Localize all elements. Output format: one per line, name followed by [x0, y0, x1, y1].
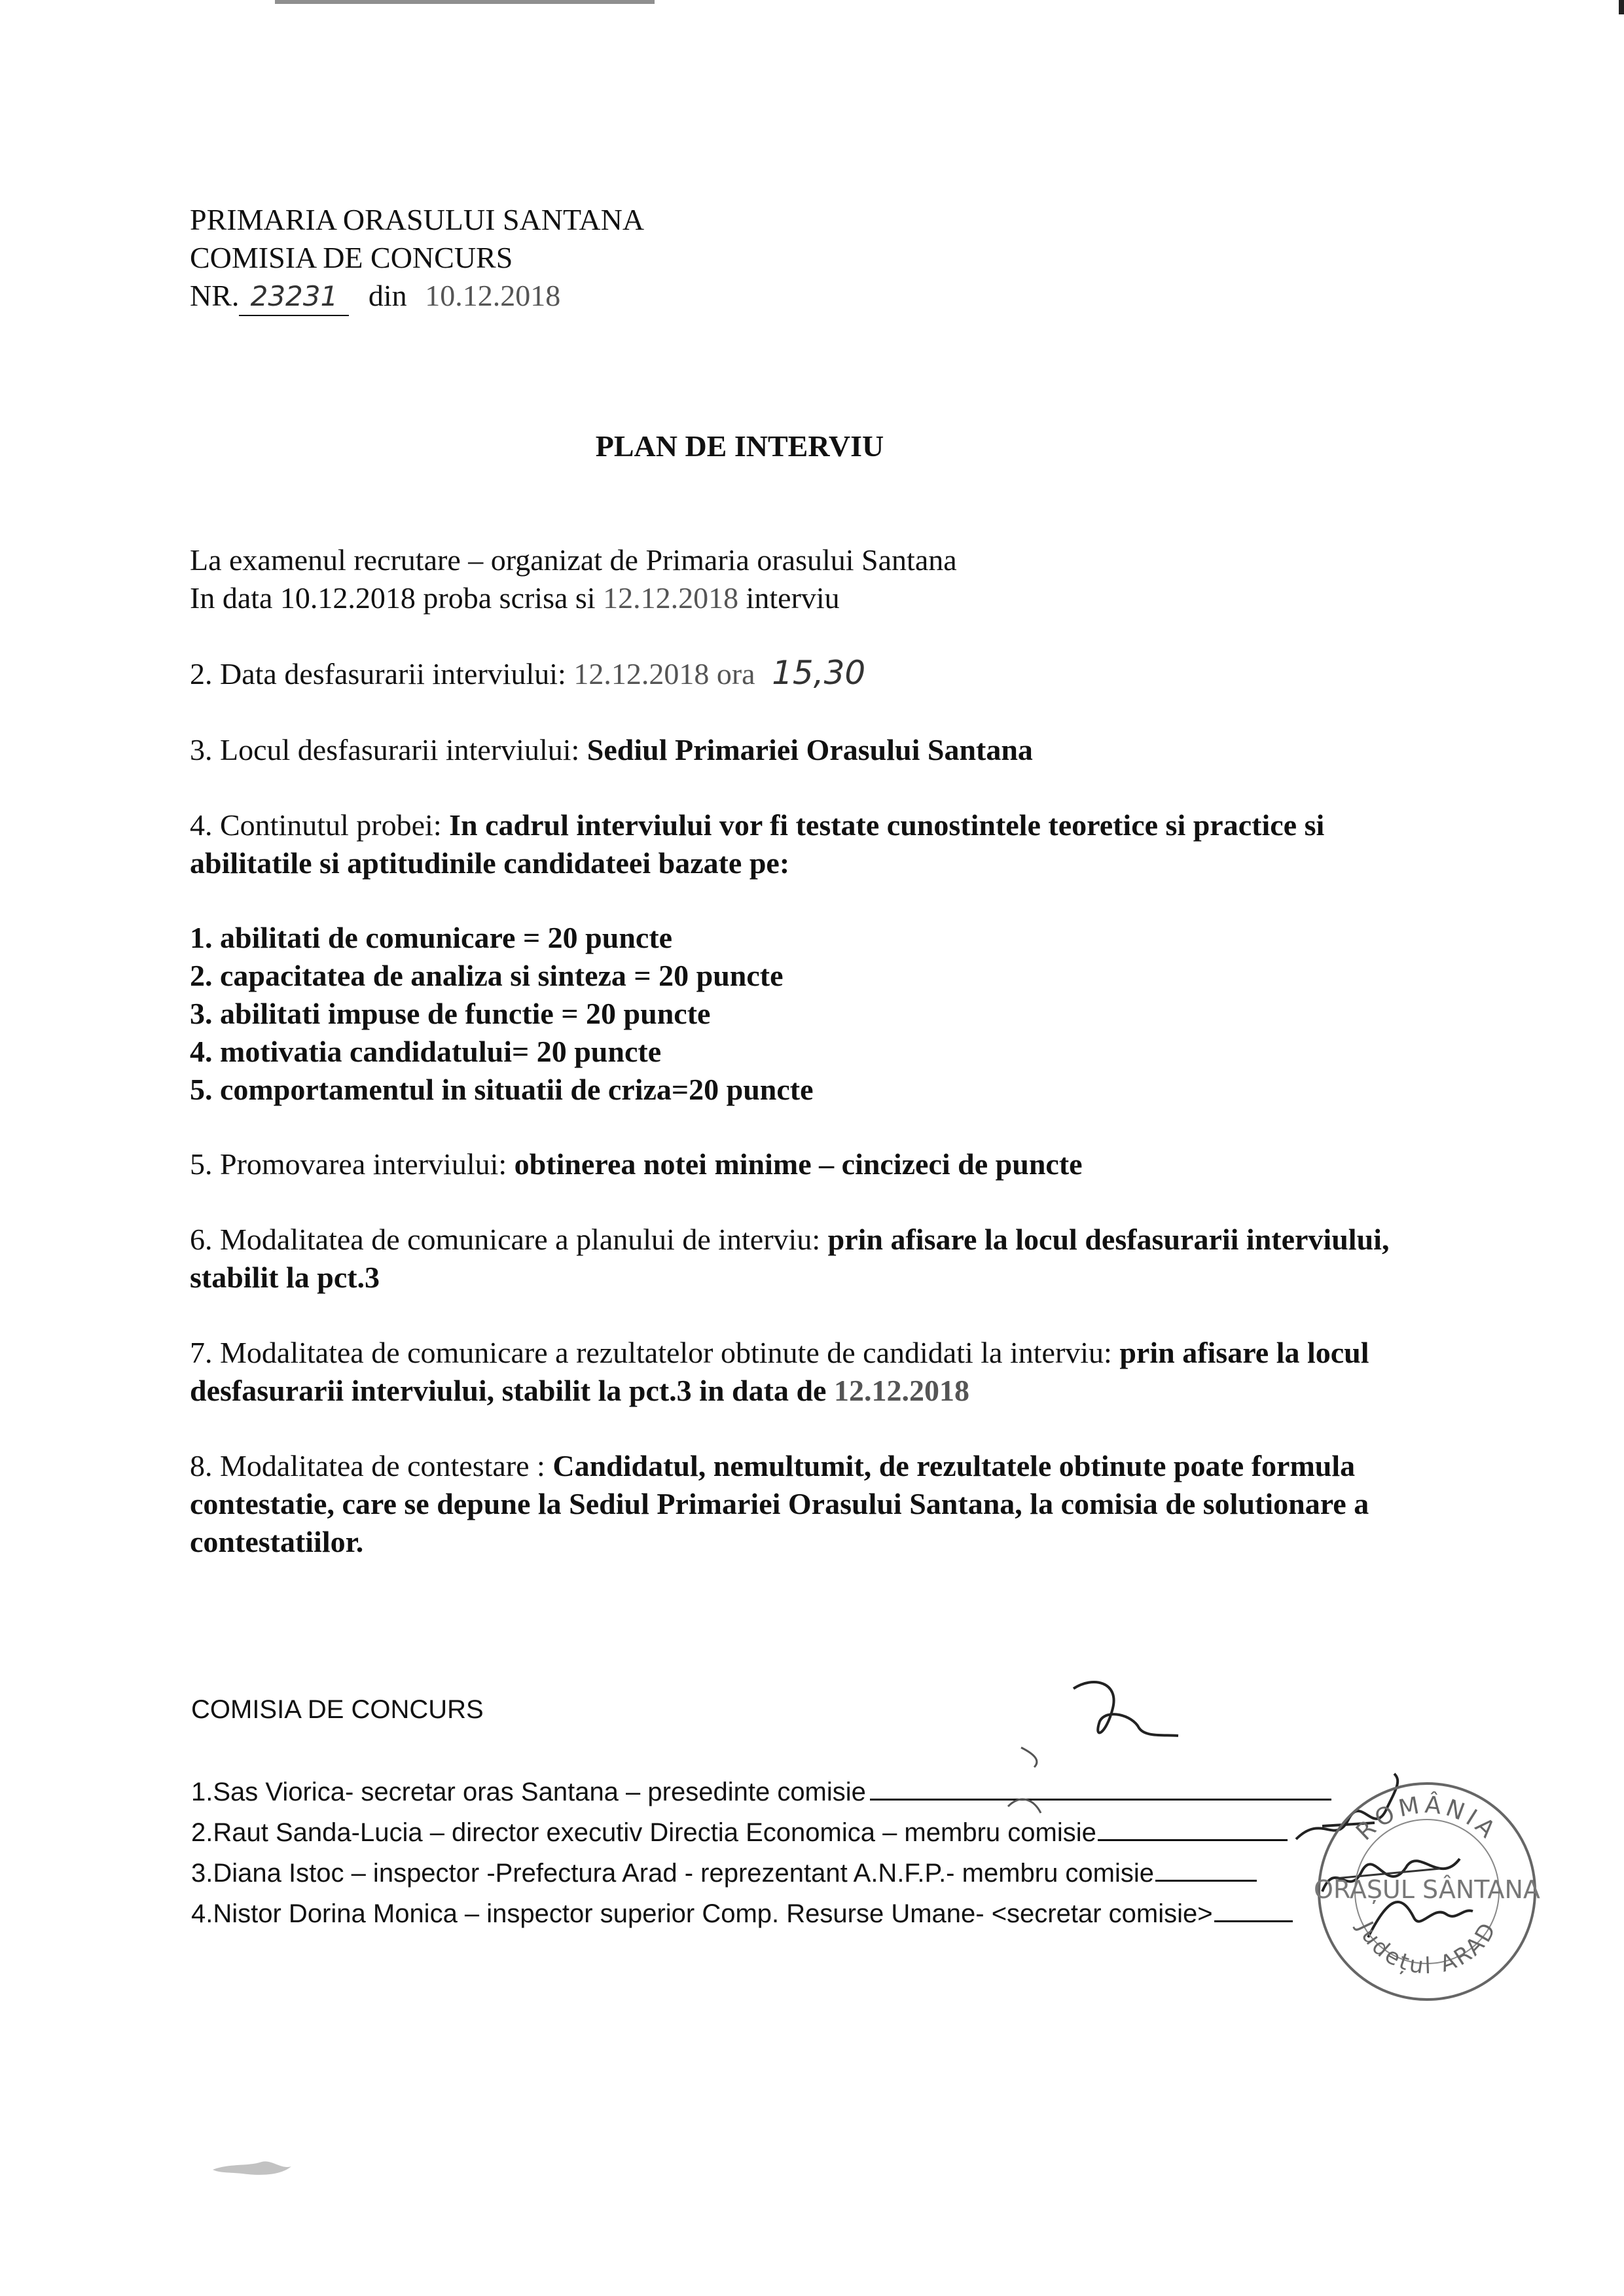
item-2-label: 2. Data desfasurarii interviului: — [190, 657, 566, 691]
scan-edge-mark — [275, 0, 655, 4]
svg-text:ROMÂNIA: ROMÂNIA — [1351, 1791, 1503, 1846]
item-2-ora: ora — [716, 657, 755, 691]
item-7-value-2: desfasurarii interviului, stabilit la pct.3 in data de — [190, 1374, 827, 1407]
scan-smudge-icon — [209, 2157, 295, 2183]
criterion-1: 1. abilitati de comunicare = 20 puncte — [190, 921, 673, 954]
item-8-line-1 — [190, 1448, 1355, 1484]
criterion-3: 3. abilitati impuse de functie = 20 puncte — [190, 997, 711, 1030]
item-4-value-1: In cadrul interviului vor fi testate cunostintele teoretice si practice si — [449, 808, 1325, 842]
intro-text-a: In data 10.12.2018 proba scrisa si — [190, 581, 596, 615]
item-7-line-2 — [190, 1372, 969, 1409]
item-6-line-2: stabilit la pct.3 — [190, 1261, 380, 1294]
member-2-text: 2.Raut Sanda-Lucia – director executiv Directia Economica – membru comisie — [191, 1818, 1096, 1847]
item-7-date: 12.12.2018 — [833, 1374, 969, 1407]
nr-value: 23231 — [239, 278, 349, 316]
item-5 — [190, 1146, 1083, 1183]
item-8-line-2: contestatie, care se depune la Sediul Primariei Orasului Santana, la comisia de solutionare a — [190, 1487, 1369, 1520]
item-8-label: 8. Modalitatea de contestare : — [190, 1449, 545, 1482]
member-row-3 — [191, 1854, 1257, 1888]
commission-heading: COMISIA DE CONCURS — [191, 1695, 484, 1724]
svg-text:ORAȘUL SÂNTANA: ORAȘUL SÂNTANA — [1314, 1875, 1540, 1904]
item-4-line-2: abilitatile si aptitudinile candidateei bazate pe: — [190, 846, 790, 880]
item-8-line-3: contestatiilor. — [190, 1525, 364, 1558]
item-7-label: 7. Modalitatea de comunicare a rezultatelor obtinute de candidati la interviu: — [190, 1336, 1112, 1369]
signature-1-icon — [995, 1662, 1191, 1826]
intro-line-1: La examenul recrutare – organizat de Primaria orasului Santana — [190, 543, 957, 577]
criterion-2: 2. capacitatea de analiza si sinteza = 20 puncte — [190, 959, 784, 992]
institution-name: PRIMARIA ORASULUI SANTANA — [190, 203, 645, 236]
item-7-value-1: prin afisare la locul — [1119, 1336, 1369, 1369]
member-3-text: 3.Diana Istoc – inspector -Prefectura Arad - reprezentant A.N.F.P.- membru comisie — [191, 1859, 1155, 1888]
registration-line — [190, 278, 560, 316]
member-1-text: 1.Sas Viorica- secretar oras Santana – presedinte comisie — [191, 1778, 866, 1806]
item-4-line-1 — [190, 807, 1324, 844]
item-3-label: 3. Locul desfasurarii interviului: — [190, 733, 580, 766]
item-3-value: Sediul Primariei Orasului Santana — [586, 733, 1033, 766]
item-5-label: 5. Promovarea interviului: — [190, 1147, 507, 1181]
item-2-date: 12.12.2018 — [573, 657, 710, 691]
item-4-label: 4. Continutul probei: — [190, 808, 442, 842]
header-date: 10.12.2018 — [425, 279, 561, 312]
commission-name: COMISIA DE CONCURS — [190, 241, 513, 274]
intro-text-b: interviu — [746, 581, 840, 615]
item-6-line-1 — [190, 1221, 1389, 1258]
member-4-text: 4.Nistor Dorina Monica – inspector superior Comp. Resurse Umane- <secretar comisie> — [191, 1899, 1213, 1928]
item-5-value: obtinerea notei minime – cincizeci de puncte — [514, 1147, 1083, 1181]
criterion-5: 5. comportamentul in situatii de criza=20 puncte — [190, 1073, 814, 1106]
item-2-time: 15,30 — [772, 654, 866, 692]
intro-line-2 — [190, 580, 840, 617]
item-2 — [190, 655, 865, 692]
item-8-value-1: Candidatul, nemultumit, de rezultatele obtinute poate formula — [552, 1449, 1356, 1482]
document-title: PLAN DE INTERVIU — [595, 429, 884, 463]
nr-prefix: NR. — [190, 279, 240, 312]
scan-corner-mark — [1619, 0, 1624, 14]
svg-text:Județul ARAD: Județul ARAD — [1352, 1916, 1503, 1980]
criterion-4: 4. motivatia candidatului= 20 puncte — [190, 1035, 662, 1068]
signature-line-3 — [1155, 1854, 1257, 1882]
official-stamp-icon — [1312, 1777, 1542, 2006]
item-7-line-1 — [190, 1335, 1369, 1371]
item-3 — [190, 732, 1033, 768]
din-label: din — [368, 279, 407, 312]
item-6-label: 6. Modalitatea de comunicare a planului de interviu: — [190, 1223, 821, 1256]
intro-interview-date: 12.12.2018 — [603, 581, 739, 615]
item-6-value-1: prin afisare la locul desfasurarii interviului, — [827, 1223, 1390, 1256]
signature-line-4 — [1214, 1894, 1293, 1922]
member-row-4 — [191, 1894, 1293, 1929]
